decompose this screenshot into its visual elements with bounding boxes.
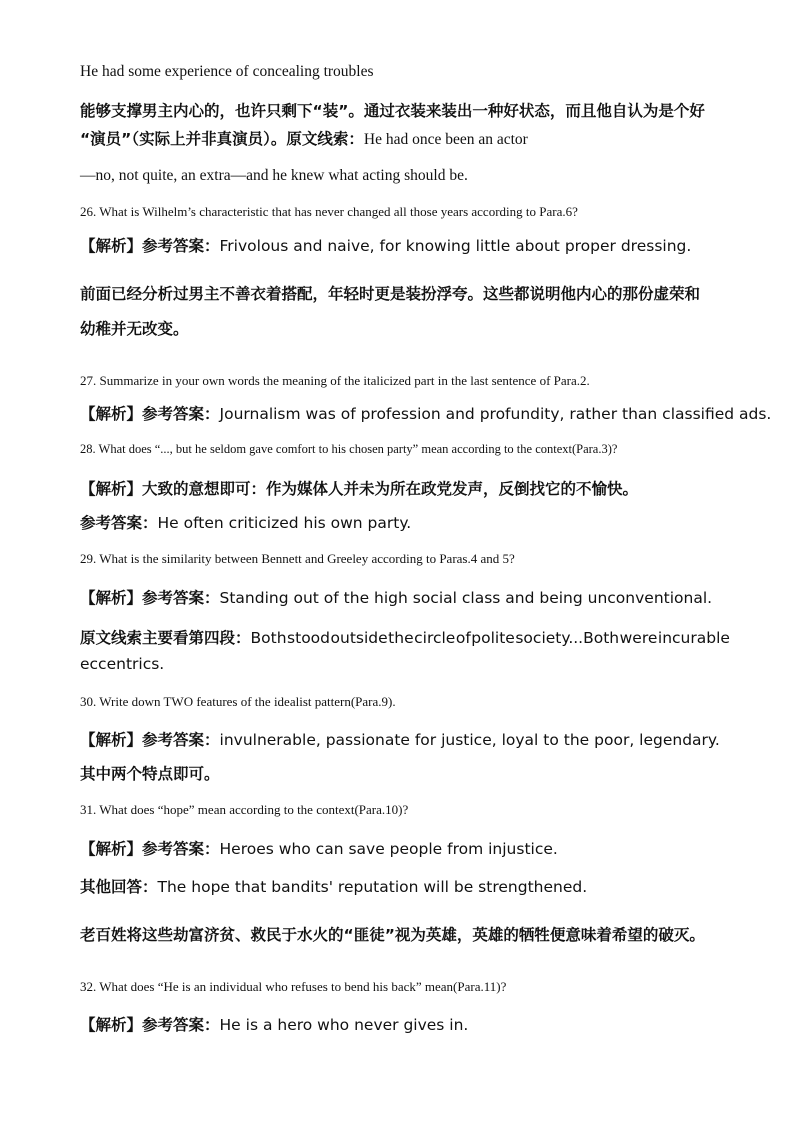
question-27: 27. Summarize in your own words the meaning of the italicized part in the last sentence of Para.2. [80, 373, 590, 388]
answer-tag: 参考答案： [80, 514, 158, 532]
answer-tag: 【解析】参考答案： [80, 731, 220, 749]
question-30: 30. Write down TWO features of the idealist pattern(Para.9). [80, 694, 396, 709]
analysis-label: “演员”（实际上并非真演员）。原文线索： [80, 130, 364, 148]
analysis-text [80, 631, 730, 647]
answer-32 [80, 1018, 468, 1034]
answer-tag: 【解析】参考答案： [80, 589, 220, 607]
answer-text: He is a hero who never gives in. [219, 1016, 469, 1034]
quote-text: —no, not quite, an extra—and he knew what acting should be. [80, 167, 468, 184]
quote-word: circle [414, 629, 456, 647]
answer-31 [80, 842, 558, 858]
answer-tag: 其他回答： [80, 878, 158, 896]
quote-word: the [388, 629, 414, 647]
text-line: He had some experience of concealing troubles [80, 63, 374, 80]
analysis-text: 能够支撑男主内心的，也许只剩下“装”。通过衣装来装出一种好状态，而且他自认为是个好 [80, 102, 705, 120]
quote-word: were [619, 629, 658, 647]
quote-word: of [455, 629, 471, 647]
analysis-text: 前面已经分析过男主不善衣着搭配，年轻时更是装扮浮夸。这些都说明他内心的那份虚荣和 [80, 285, 701, 303]
analysis-text [80, 132, 528, 148]
answer-tag: 【解析】参考答案： [80, 237, 220, 255]
answer-text: The hope that bandits' reputation will be strengthened. [157, 878, 588, 896]
answer-30 [80, 733, 720, 749]
answer-26 [80, 239, 691, 255]
quote-text: eccentrics. [80, 655, 165, 673]
quote-word: stood [287, 629, 331, 647]
answer-text: Heroes who can save people from injustice. [219, 840, 558, 858]
answer-text: Frivolous and naive, for knowing little about proper dressing. [219, 237, 692, 255]
quote-word: polite [471, 629, 515, 647]
answer-text: invulnerable, passionate for justice, loyal to the poor, legendary. [219, 731, 720, 749]
analysis-label: 原文线索主要看第四段： [80, 629, 251, 647]
answer-tag: 【解析】参考答案： [80, 1016, 220, 1034]
answer-tag: 【解析】参考答案： [80, 840, 220, 858]
quote-word: Both [250, 629, 287, 647]
answer-text: Journalism was of profession and profundity, rather than classified ads. [219, 405, 772, 423]
quote-word: outside [330, 629, 388, 647]
quote-text: He had once been an actor [363, 131, 528, 148]
question-26: 26. What is Wilhelm’s characteristic that has never changed all those years according to Para.6? [80, 204, 578, 219]
question-29: 29. What is the similarity between Bennett and Greeley according to Paras.4 and 5? [80, 551, 515, 566]
analysis-text: 其中两个特点即可。 [80, 765, 220, 783]
answer-text: Standing out of the high social class and being unconventional. [219, 589, 713, 607]
quote-word: society...Both [515, 629, 620, 647]
quote-word: incurable [657, 629, 730, 647]
answer-27 [80, 407, 771, 423]
question-32: 32. What does “He is an individual who refuses to bend his back” mean(Para.11)? [80, 979, 507, 994]
answer-29 [80, 591, 712, 607]
question-31: 31. What does “hope” mean according to the context(Para.10)? [80, 802, 409, 817]
answer-tag: 【解析】参考答案： [80, 405, 220, 423]
question-28: 28. What does “..., but he seldom gave comfort to his chosen party” mean according to the context(Para.3)? [80, 442, 618, 456]
other-answer-31 [80, 880, 587, 896]
analysis-text: 幼稚并无改变。 [80, 320, 189, 338]
answer-text: He often criticized his own party. [157, 514, 412, 532]
analysis-text: 【解析】大致的意想即可：作为媒体人并未为所在政党发声，反倒找它的不愉快。 [80, 480, 639, 498]
answer-28 [80, 516, 411, 532]
analysis-text: 老百姓将这些劫富济贫、救民于水火的“匪徒”视为英雄，英雄的牺牲便意味着希望的破灭。 [80, 926, 705, 944]
